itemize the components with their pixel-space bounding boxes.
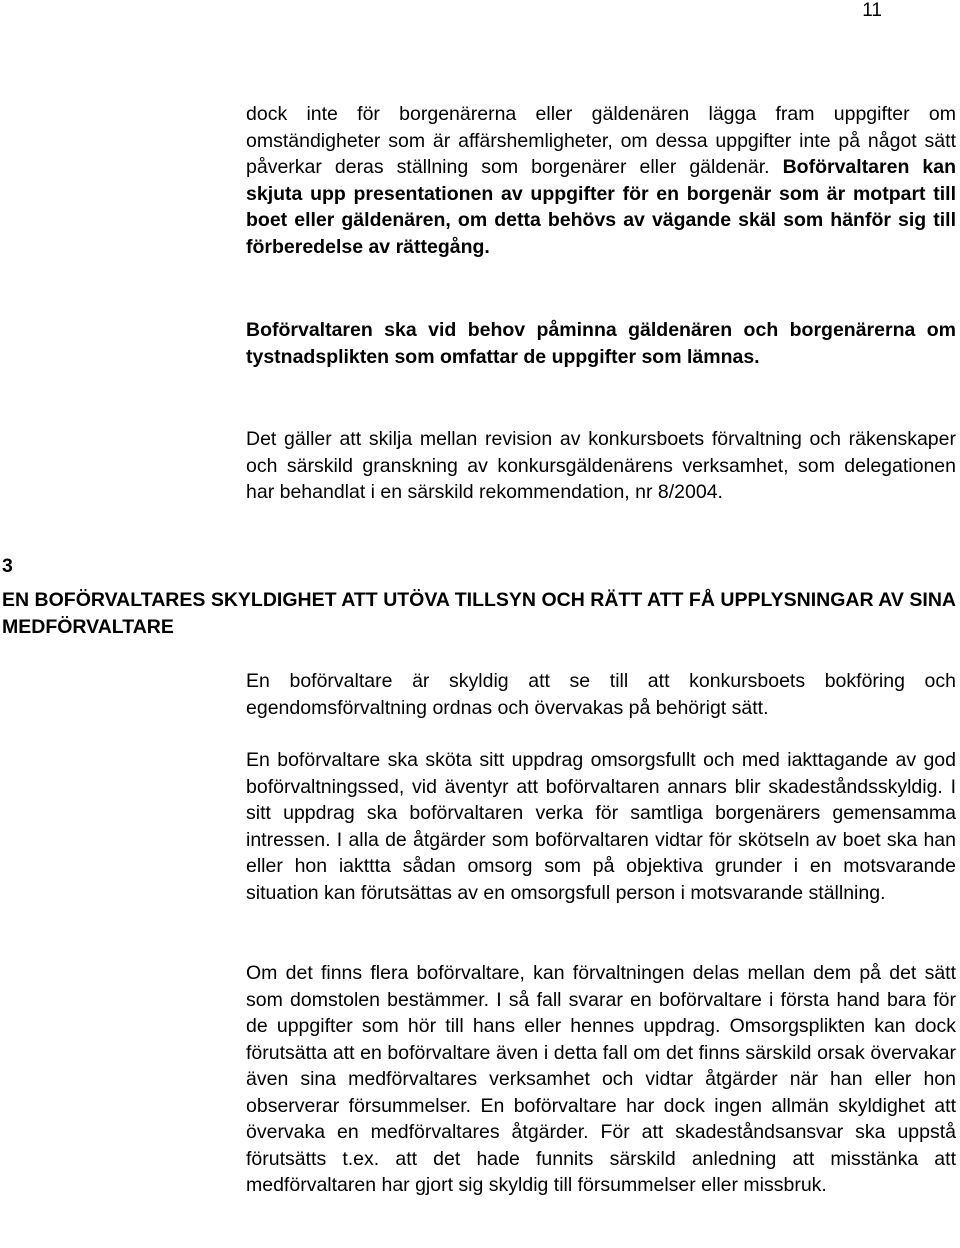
paragraph-1-bold-text: Boförvaltaren kan skjuta upp presentationen av uppgifter för en borgenär som är motpart till boet eller gäldenären, om detta behövs av vägande skäl som hänför sig till förberedelse av rättegång. [246, 156, 956, 258]
section-number: 3 [2, 555, 13, 577]
paragraph-1 [246, 101, 956, 260]
paragraph-4: En boförvaltare är skyldig att se till att konkursboets bokföring och egendomsförvaltning ordnas och övervakas på behörigt sätt. [246, 670, 956, 719]
page-number: 11 [862, 0, 882, 21]
paragraph-6: Om det finns flera boförvaltare, kan förvaltningen delas mellan dem på det sätt som domstolen bestämmer. I så fall svarar en boförvaltare i första hand bara för de uppgifter som hör till hans eller hennes uppdrag. Omsorgsplikten kan dock förutsätta att en boförvaltare även i detta fall om det finns särskild orsak övervakar även sina medförvaltares verksamhet och vidtar åtgärder när han eller hon observerar försummelser. En boförvaltare har dock ingen allmän skyldighet att övervaka en medförvaltares åtgärder. För att skadeståndsansvar ska uppstå förutsätts t.ex. att det hade funnits särskild anledning att misstänka att medförvaltaren har gjort sig skyldig till försummelser eller missbruk. [246, 962, 956, 1196]
paragraph-2: Boförvaltaren ska vid behov påminna gäldenären och borgenärerna om tystnadsplikten som omfattar de uppgifter som lämnas. [246, 319, 956, 368]
paragraph-5: En boförvaltare ska sköta sitt uppdrag omsorgsfullt och med iakttagande av god boförvaltningssed, vid äventyr att boförvaltaren annars blir skadeståndsskyldig. I sitt uppdrag ska boförvaltaren verka för samtliga borgenärers gemensamma intressen. I alla de åtgärder som boförvaltaren vidtar för skötseln av boet ska han eller hon iakttta sådan omsorg som på objektiva grunder i en motsvarande situation kan förutsättas av en omsorgsfull person i motsvarande ställning. [246, 749, 956, 904]
paragraph-1-normal-text: dock inte för borgenärerna eller gäldenären lägga fram uppgifter om omständigheter som är affärshemligheter, om dessa uppgifter inte på något sätt påverkar deras ställning som borgenärer eller gäldenär. [246, 103, 956, 178]
paragraph-3: Det gäller att skilja mellan revision av konkursboets förvaltning och räkenskaper och särskild granskning av konkursgäldenärens verksamhet, som delegationen har behandlat i en särskild rekommendation, nr 8/2004. [246, 428, 956, 503]
section-title: EN BOFÖRVALTARES SKYLDIGHET ATT UTÖVA TILLSYN OCH RÄTT ATT FÅ UPPLYSNINGAR AV SINA MEDFÖRVALTARE [2, 589, 956, 638]
